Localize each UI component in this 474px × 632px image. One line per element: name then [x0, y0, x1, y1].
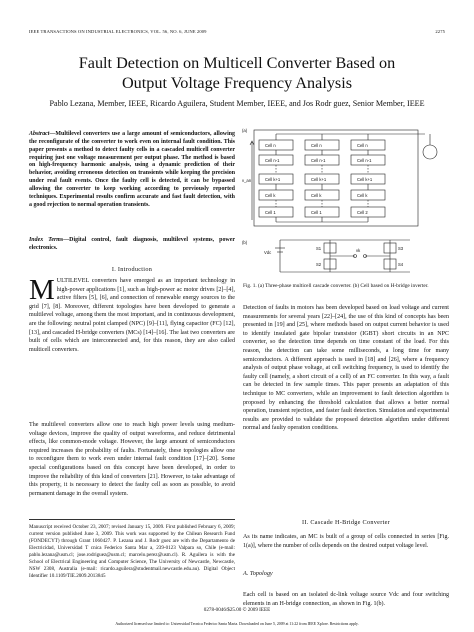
license-notice: Authorized licensed use limited to: Universidad Tecnica Federico Santa Maria. Downloaded on June 5, 2009 at 11:22 from IEEE Xplore. Restrictions apply. [115, 622, 359, 626]
s2-label: S2 [316, 262, 322, 267]
manuscript-footnote: Manuscript received October 23, 2007; revised January 15, 2009. First published February 6, 2009; current version published June 3, 2009. This work was supported by the Chilean Research Fund (FONDECYT) through Grant 1060427. P. Lezana and J. Rodr guez are with the Departamento de Electricidad, Universidad T cnica Federico Santa Mar a, 239-0123 Valpara so, Chile (e-mail: pablo.lezana@usm.cl; jose.rodriguez@usm.cl; marcelo.perez@usm.cl). R. Aguilera is with the School of Electrical Engineering and Computer Science, The University of Newcastle, Newcastle, NSW 2308, Australia (e-mail: ricardo.aguilera@studentmail.newcastle.edu.au). Digital Object Identifier 10.1109/TIE.2009.2013845 [29, 524, 235, 579]
section-heading-cascade: II. Cascade H-Bridge Converter [301, 519, 391, 526]
subsection-heading-topology: A. Topology [243, 570, 273, 577]
s1-label: S1 [316, 246, 322, 251]
voltage-label: v_an [242, 178, 252, 183]
figure-caption: Fig. 1. (a) Three-phase multicell cascade converter. (b) Cell based on H-bridge inverter. [243, 283, 429, 289]
s4-label: S4 [398, 262, 404, 267]
cell-label: Cell 2 [357, 210, 368, 215]
index-terms-text: —Digital control, fault diagnosis, multilevel systems, power electronics. [29, 237, 235, 251]
author-list: Pablo Lezana, Member, IEEE, Ricardo Aguilera, Student Member, IEEE, and Jos Rodr guez, Senior Member, IEEE [49, 99, 425, 108]
cell-label: Cell k [265, 193, 276, 198]
cell-label: Cell n-1 [265, 158, 280, 163]
abstract-label: Abstract [29, 131, 50, 137]
vk-label: vk [356, 248, 361, 253]
cell-label: Cell k+1 [311, 177, 327, 182]
introduction-paragraph-2: The multilevel converters allow one to reach high power levels using medium-voltage devices, improve the quality of output waveforms, and reduce detrimental effects, like common-mode voltage. However, the large amount of semiconductors required increases the probability of faults. Fortunately, these topologies allow one to reconfigure them to work even under internal fault condition [17]–[20]. Some special configurations based on this concept have been developed, in order to improve the reliability of this kind of converters [21]. However, to take advantage of this property, it is necessary to detect the faulty cell as soon as possible, to avoid permanent damage in the overall system. [29, 422, 235, 497]
cell-label: Cell k+1 [265, 177, 281, 182]
index-terms-label: Index Terms [29, 237, 64, 243]
figure-1-diagram [240, 122, 450, 280]
cell-label: Cell k [357, 193, 368, 198]
cell-label: Cell k [311, 193, 322, 198]
cell-label: Cell 1 [311, 210, 322, 215]
cascade-paragraph: As its name indicates, an MC is built of a group of cells connected in series [Fig. 1(a)], where the number of cells depends on the desired output voltage level. [243, 534, 449, 549]
introduction-paragraph-1-text: ULTILEVEL converters have emerged as an important technology in high-power applications [1], such as high-power ac motor drives [2]–[4], active filters [5], [6], and connection of renewable energy sources to the grid [7], [8]. Moreover, different topologies have been developed to generate a multilevel voltage, among them the most important, and in continuous development, are the following: neutral point clamped (NPC) [9]–[11], flying capacitor (FC) [12], [13], and cascaded H-bridge converters (MCs) [14]–[16]. The last two converters are built of cells which are interconnected and, for this reason, they are also called multicell converters. [29, 278, 235, 353]
vdc-label: Vdc [264, 250, 272, 255]
column-2-paragraph: Detection of faults in motors has been developed based on load voltage and current measurements for several years [22]–[24], the use of this kind of concepts has been presented in [19] and [25], where methods based on output current behavior is used to identify insulated gate bipolar transistor (IGBT) short circuits in an NPC converter, so the detection time depends on time constant of the load. For this reason, the detection can take some milliseconds, a long time for many semiconductors. A different approach is used in [18] and [26], where a frequency analysis of output phase voltage, at cell switching frequency, is used to identify the faulty cell (namely, a short circuit of a cell) of an FC converter. In this way, a fault can be detected in few sample times. This paper presents an adaptation of this technique to MC converters, while an improvement to fault detection algorithm is proposed by enhancing the threshold calculation that allows a better normal operation, transient rejection, and faster fault detection. Simulation and experimental results are provided to validate the proposed detection algorithm under different normal and faulty operation conditions. [243, 305, 449, 432]
introduction-paragraph-1 [29, 274, 235, 354]
page-number: 2275 [435, 29, 445, 34]
cell-label: Cell n-1 [311, 158, 326, 163]
cell-label: Cell k+1 [357, 177, 373, 182]
cell-label: Cell n-1 [357, 158, 372, 163]
title-line-1: Fault Detection on Multicell Converter Based on [78, 54, 396, 72]
cell-label: Cell n [311, 143, 322, 148]
drop-cap: M [29, 274, 55, 306]
cell-label: Cell 1 [265, 210, 276, 215]
panel-a-label: (a) [242, 128, 248, 133]
copyright-footer: 0278-0046/$25.00 © 2009 IEEE [203, 607, 271, 613]
topology-paragraph: Each cell is based on an isolated dc-link voltage source Vdc and four switching elements in an H-bridge connection, as shown in Fig. 1(b). [243, 592, 449, 607]
panel-b-label: (b) [242, 240, 248, 245]
index-terms [29, 237, 235, 253]
journal-header: IEEE TRANSACTIONS ON INDUSTRIAL ELECTRONICS, VOL. 56, NO. 6, JUNE 2009 [29, 29, 207, 34]
abstract-text: —Multilevel converters use a large amount of semiconductors, allowing the reconfigurate of the converter to work even on internal fault condition. This paper presents a method to detect faulty cells in a cascaded multicell converter requiring just one voltage measurement per output phase. The method is based on high-frequency harmonic analysis, using a dynamic prediction of their behavior, avoiding erroneous detection on transients while keeping the precision under real fault events. Once the faulty cell is detected, it can be bypassed allowing the converter to keep working according to previously reported techniques. Experimental results confirm accurate and fast fault detection, with a good rejection to normal operation transients. [29, 131, 235, 208]
footnote-divider [29, 519, 235, 520]
s3-label: S3 [398, 246, 404, 251]
cell-label: Cell n [265, 143, 276, 148]
title-line-2: Output Voltage Frequency Analysis [121, 74, 353, 92]
motor-symbol [423, 145, 437, 159]
cell-label: Cell n [357, 143, 368, 148]
paper-title [10, 53, 464, 93]
section-heading-introduction: I. Introduction [111, 266, 153, 273]
abstract [29, 131, 235, 209]
